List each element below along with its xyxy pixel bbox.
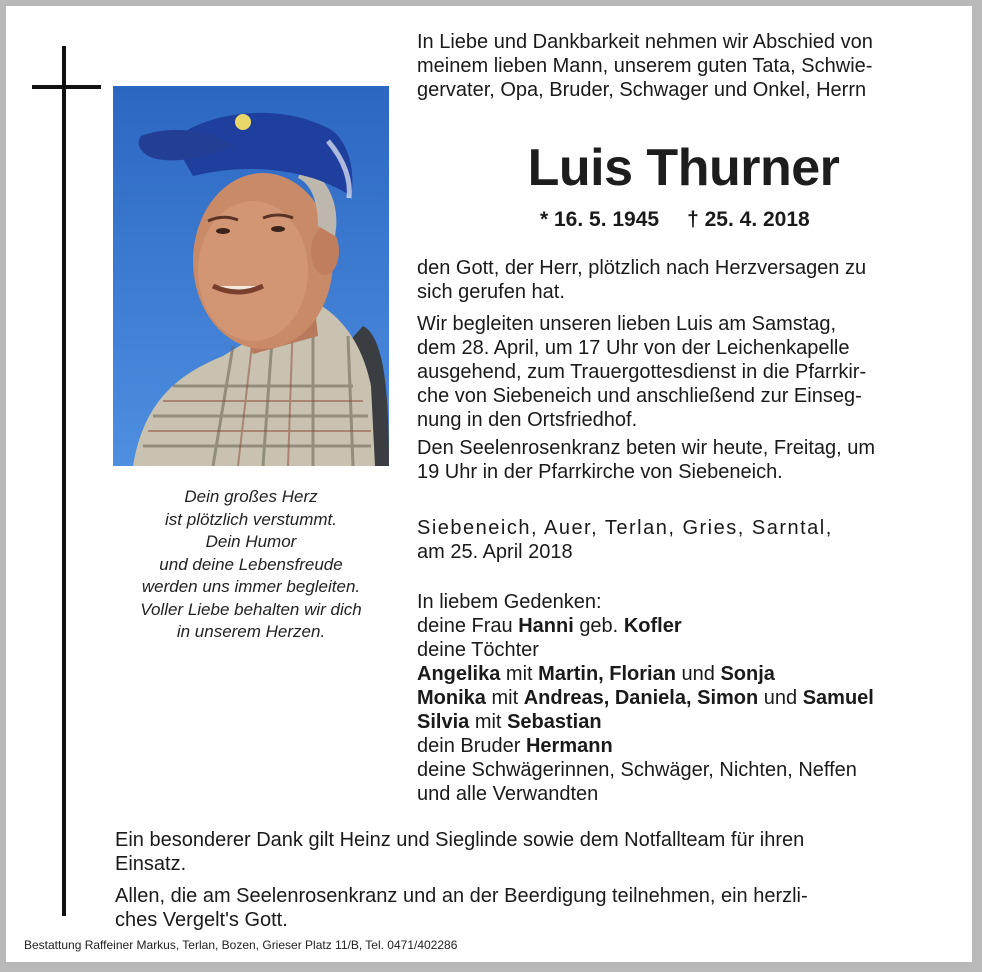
- name: Silvia: [417, 711, 470, 733]
- portrait-photo: [113, 86, 389, 466]
- text-line: Wir begleiten unseren lieben Luis am Samstag,: [417, 313, 837, 335]
- name: Andreas, Daniela, Simon: [523, 687, 759, 709]
- family-row: [417, 614, 874, 638]
- name: Samuel: [802, 687, 874, 709]
- name: Sonja: [720, 663, 775, 685]
- family-row: [417, 686, 874, 710]
- family-list: [417, 590, 874, 806]
- name: Kofler: [623, 615, 682, 637]
- text: mit: [474, 711, 502, 733]
- text-line: ausgehend, zum Trauergottesdienst in die Pfarrkir-: [417, 361, 867, 383]
- text-line: 19 Uhr in der Pfarrkirche von Siebeneich.: [417, 461, 783, 483]
- text-line: nung in den Ortsfriedhof.: [417, 409, 638, 431]
- text: und: [681, 663, 715, 685]
- rosary-paragraph: [417, 436, 950, 484]
- name: Sebastian: [507, 711, 602, 733]
- death-date: † 25. 4. 2018: [687, 208, 810, 231]
- text: geb.: [579, 615, 619, 637]
- birth-date: * 16. 5. 1945: [540, 208, 660, 231]
- text-line: ches Vergelt's Gott.: [115, 909, 288, 931]
- family-row: [417, 734, 874, 758]
- memorial-quote: [106, 486, 396, 644]
- obituary-card: [6, 6, 972, 962]
- text: mit: [505, 663, 533, 685]
- intro-line: gervater, Opa, Bruder, Schwager und Onkel, Herrn: [417, 79, 867, 101]
- life-dates: [540, 208, 810, 232]
- place-line: Siebeneich, Auer, Terlan, Gries, Sarntal,: [417, 517, 833, 539]
- family-row: deine Töchter: [417, 639, 539, 661]
- name: Hermann: [525, 735, 613, 757]
- text-line: Ein besonderer Dank gilt Heinz und Sieglinde sowie dem Notfallteam für ihren: [115, 829, 805, 851]
- quote-line: und deine Lebensfreude: [159, 554, 343, 574]
- deceased-name: Luis Thurner: [527, 139, 840, 197]
- family-row: [417, 662, 874, 686]
- quote-line: ist plötzlich verstummt.: [165, 509, 337, 529]
- quote-line: Dein Humor: [205, 532, 297, 551]
- text: mit: [491, 687, 519, 709]
- cross-crossbar: [32, 85, 101, 89]
- quote-line: Voller Liebe behalten wir dich: [140, 599, 362, 619]
- quote-line: werden uns immer begleiten.: [141, 577, 361, 596]
- family-row: [417, 710, 874, 734]
- date-line: am 25. April 2018: [417, 541, 573, 563]
- intro-paragraph: [417, 30, 950, 102]
- family-row: deine Schwägerinnen, Schwäger, Nichten, Neffen: [417, 759, 857, 781]
- name: Monika: [417, 687, 486, 709]
- family-row: und alle Verwandten: [417, 783, 599, 805]
- text-line: dem 28. April, um 17 Uhr von der Leichenkapelle: [417, 337, 850, 359]
- text: deine Frau: [417, 615, 513, 637]
- text-line: Allen, die am Seelenrosenkranz und an der Beerdigung teilnehmen, ein herzli-: [115, 885, 808, 907]
- text: und: [763, 687, 798, 709]
- text-line: den Gott, der Herr, plötzlich nach Herzversagen zu: [417, 257, 867, 279]
- text-line: sich gerufen hat.: [417, 281, 565, 303]
- thanks-attendees-paragraph: [115, 884, 950, 932]
- name: Martin, Florian: [538, 663, 676, 685]
- text-line: Einsatz.: [115, 853, 187, 875]
- text: dein Bruder: [417, 735, 521, 757]
- funeral-paragraph: [417, 312, 950, 432]
- place-date: [417, 516, 950, 564]
- text-line: che von Siebeneich und anschließend zur Einseg-: [417, 385, 862, 407]
- name: Angelika: [417, 663, 501, 685]
- quote-line: in unserem Herzen.: [176, 622, 326, 641]
- funeral-home-footer: Bestattung Raffeiner Markus, Terlan, Bozen, Grieser Platz 11/B, Tel. 0471/402286: [24, 938, 458, 952]
- family-heading: In liebem Gedenken:: [417, 591, 602, 613]
- death-notice-paragraph: [417, 256, 950, 304]
- intro-line: meinem lieben Mann, unserem guten Tata, Schwie-: [417, 55, 873, 77]
- thanks-paragraph: [115, 828, 950, 876]
- quote-line: Dein großes Herz: [184, 487, 318, 506]
- cross-icon: [62, 46, 66, 916]
- intro-line: In Liebe und Dankbarkeit nehmen wir Abschied von: [417, 31, 873, 53]
- name: Hanni: [518, 615, 574, 637]
- text-line: Den Seelenrosenkranz beten wir heute, Freitag, um: [417, 437, 876, 459]
